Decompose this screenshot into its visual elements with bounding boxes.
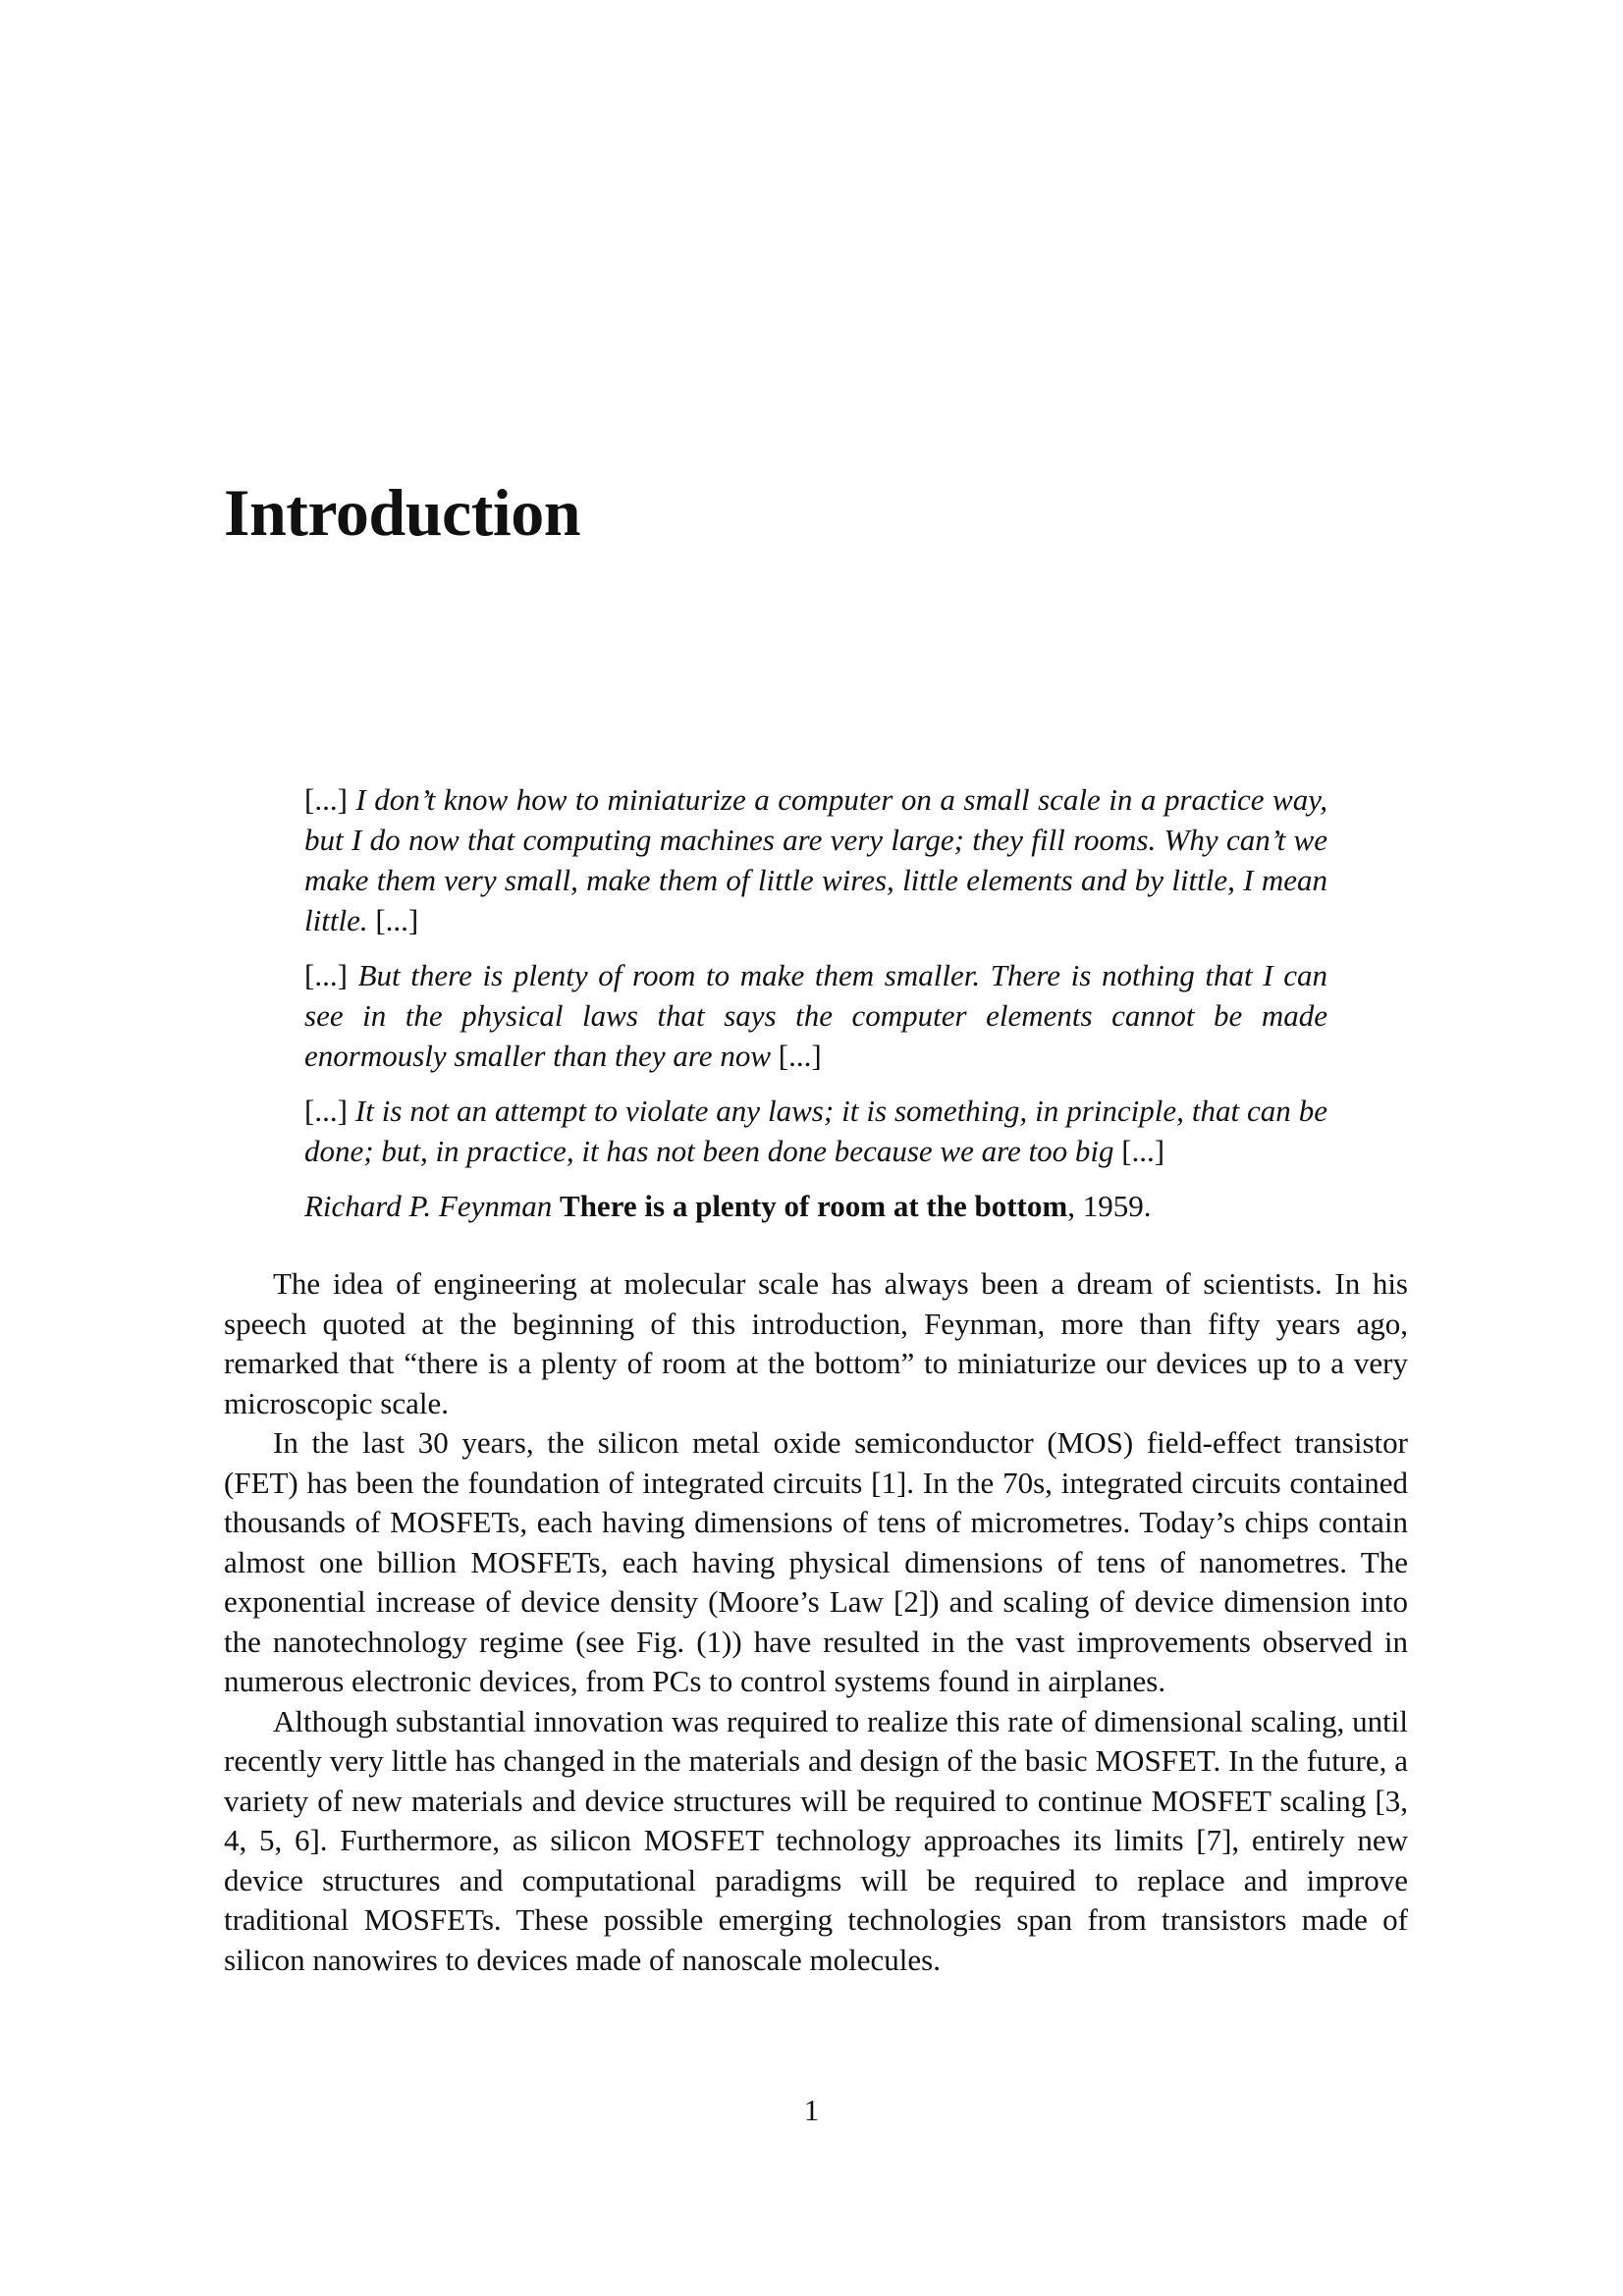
attribution-year: , 1959. [1067, 1189, 1152, 1223]
quote-ellipsis-close: [...] [778, 1039, 822, 1073]
quote-text: But there is plenty of room to make them smaller. There is nothing that I can see in the physical laws that says the computer elements cannot be made enormously smaller than they are now [304, 958, 1328, 1073]
body-paragraph: In the last 30 years, the silicon metal oxide semiconductor (MOS) field-effect transistor (FET) has been the foundation of integrated circuits [1]. In the 70s, integrated circuits contained thousands of MOSFETs, each having dimensions of tens of micrometres. Today’s chips contain almost one billion MOSFETs, each having physical dimensions of tens of nanometres. The exponential increase of device density (Moore’s Law [2]) and scaling of device dimension into the nanotechnology regime (see Fig. (1)) have resulted in the vast improvements observed in numerous electronic devices, from PCs to control systems found in airplanes. [224, 1425, 1408, 1698]
chapter-title: Introduction [224, 475, 581, 550]
quote-text: It is not an attempt to violate any laws; it is something, in principle, that can be done; but, in practice, it has not been done because we are too big [304, 1094, 1328, 1168]
quote-ellipsis-close: [...] [375, 903, 419, 937]
epigraph-quote [304, 779, 1327, 940]
epigraph-quote [304, 1091, 1327, 1171]
epigraph-attribution [304, 1186, 1327, 1226]
page-number: 1 [803, 2093, 820, 2127]
quote-text: I don’t know how to miniaturize a computer on a small scale in a practice way, but I do now that computing machines are very large; they fill rooms. Why can’t we make them very small, make them of little wires, little elements and by little, I mean little. [304, 782, 1327, 937]
quote-ellipsis-open: [...] [304, 782, 348, 817]
quote-ellipsis-open: [...] [304, 958, 348, 992]
body-paragraph: The idea of engineering at molecular scale has always been a dream of scientists. In his speech quoted at the beginning of this introduction, Feynman, more than fifty years ago, remarked that “there is a plenty of room at the bottom” to miniaturize our devices up to a very microscopic scale. [224, 1266, 1408, 1420]
quote-ellipsis-open: [...] [304, 1094, 348, 1128]
epigraph [304, 779, 1327, 1226]
body-text [224, 1264, 1408, 1980]
attribution-work-title: There is a plenty of room at the bottom [560, 1189, 1068, 1223]
quote-ellipsis-close: [...] [1121, 1134, 1165, 1168]
epigraph-quote [304, 955, 1327, 1076]
attribution-author: Richard P. Feynman [304, 1189, 553, 1223]
body-paragraph: Although substantial innovation was required to realize this rate of dimensional scaling, until recently very little has changed in the materials and design of the basic MOSFET. In the future, a variety of new materials and device structures will be required to continue MOSFET scaling [3, 4, 5, 6]. Furthermore, as silicon MOSFET technology approaches its limits [7], entirely new device structures and computational paradigms will be required to replace and improve traditional MOSFETs. These possible emerging technologies span from transistors made of silicon nanowires to devices made of nanoscale molecules. [224, 1703, 1408, 1977]
